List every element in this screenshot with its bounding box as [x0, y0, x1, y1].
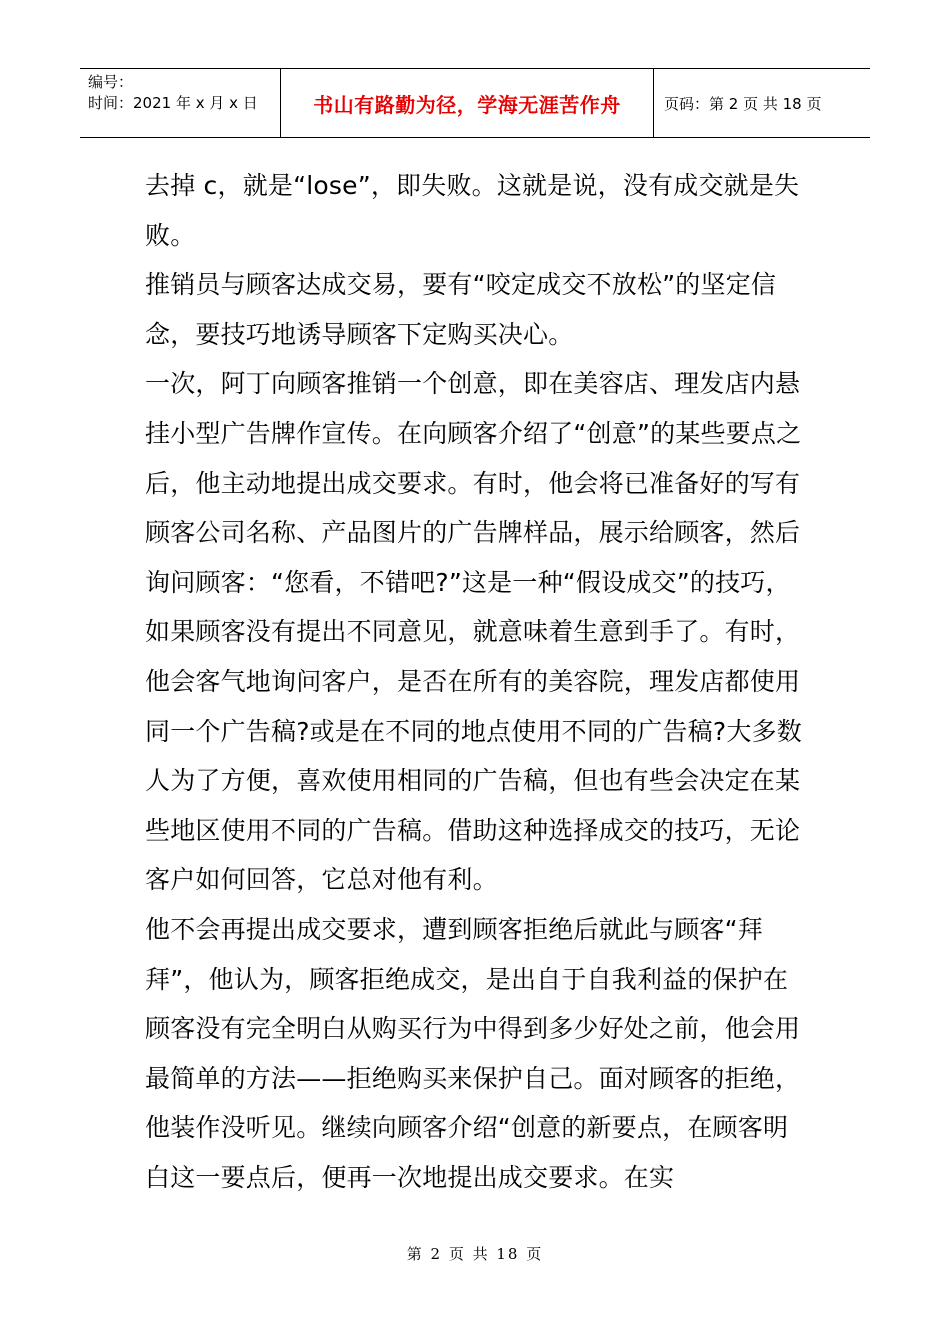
paragraph: 他不会再提出成交要求，遭到顾客拒绝后就此与顾客“拜拜”，他认为，顾客拒绝成交，是出自于自我利益的保护在顾客没有完全明白从购买行为中得到多少好处之前，他会用最简单的方法——拒绝购买来保护自己。面对顾客的拒绝，他装作没听见。继续向顾客介绍“创意的新要点，在顾客明白这一要点后，便再一次地提出成交要求。在实: [145, 914, 801, 1192]
page-footer: 第 2 页 共 18 页: [406, 1245, 544, 1263]
header-motto: 书山有路勤为径，学海无涯苦作舟: [313, 92, 621, 117]
document-date-label: 时间：2021 年 x 月 x 日: [88, 94, 258, 112]
header-meta: [88, 72, 258, 114]
document-number-label: 编号：: [88, 73, 134, 91]
page-header: [80, 68, 870, 138]
paragraph: 推销员与顾客达成交易，要有“咬定成交不放松”的坚定信念，要技巧地诱导顾客下定购买决心。: [145, 270, 777, 349]
header-page-label: 页码：第 2 页 共 18 页: [664, 94, 822, 113]
paragraph: 一次，阿丁向顾客推销一个创意，即在美容店、理发店内悬挂小型广告牌作宣传。在向顾客介绍了“创意”的某些要点之后，他主动地提出成交要求。有时，他会将已准备好的写有顾客公司名称、产品图片的广告牌样品，展示给顾客，然后询问顾客：“您看，不错吧?”这是一种“假设成交”的技巧，如果顾客没有提出不同意见，就意味着生意到手了。有时，他会客气地询问客户，是否在所有的美容院，理发店都使用同一个广告稿?或是在不同的地点使用不同的广告稿?大多数人为了方便，喜欢使用相同的广告稿，但也有些会决定在某些地区使用不同的广告稿。借助这种选择成交的技巧，无论客户如何回答，它总对他有利。: [145, 369, 802, 895]
header-divider: [653, 69, 654, 137]
document-body: [145, 161, 810, 1202]
paragraph: 去掉 c，就是“lose”，即失败。这就是说，没有成交就是失败。: [145, 171, 800, 250]
